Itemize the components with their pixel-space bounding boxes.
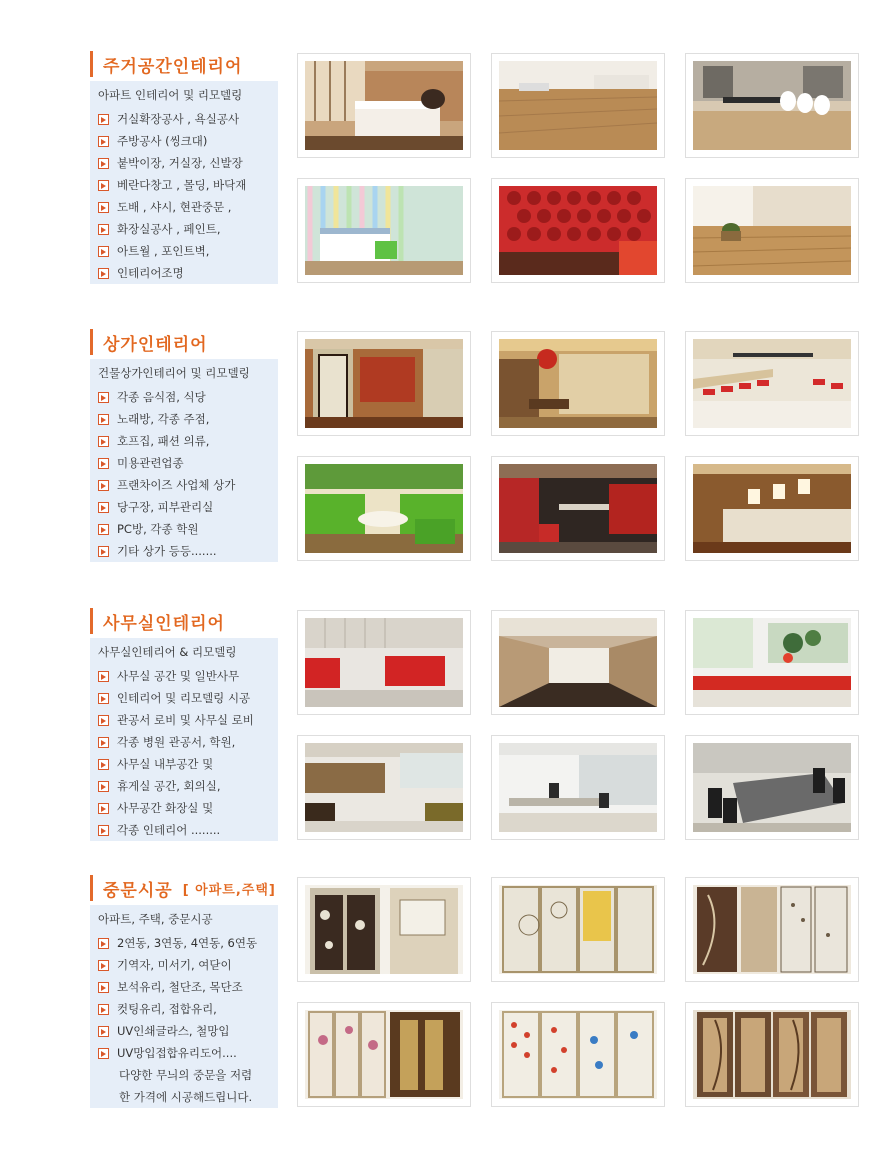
photo-thumbnail[interactable] (491, 610, 665, 715)
list-item: 휴게실 공간, 회의실, (98, 775, 254, 797)
arrow-bullet-icon (98, 960, 109, 971)
photo-thumbnail[interactable] (297, 178, 471, 283)
list-item: 각종 인테리어 ........ (98, 819, 254, 841)
service-list-panel (90, 638, 278, 841)
arrow-bullet-icon (98, 158, 109, 169)
photo-thumbnail[interactable] (297, 735, 471, 840)
list-item: UV인쇄글라스, 철망입 (98, 1020, 257, 1042)
list-item: 거실확장공사 , 욕실공사 (98, 108, 246, 130)
list-item: 사무공간 화장실 및 (98, 797, 254, 819)
panel-intro: 건물상가인테리어 및 리모델링 (98, 366, 250, 380)
service-list (98, 932, 257, 1108)
office-corridor-photo (499, 618, 657, 707)
arrow-bullet-icon (98, 825, 109, 836)
arrow-bullet-icon (98, 246, 109, 257)
service-list-panel (90, 905, 278, 1108)
wood-floor-living-photo (499, 61, 657, 150)
list-item: 기타 상가 등등....... (98, 540, 235, 562)
photo-thumbnail[interactable] (685, 331, 859, 436)
arrow-bullet-icon (98, 803, 109, 814)
list-item: PC방, 각종 학원 (98, 518, 235, 540)
red-lounge-photo (693, 618, 851, 707)
white-door-photo (305, 885, 463, 974)
reception-desk-photo (305, 743, 463, 832)
section-interior-doors (0, 875, 893, 1137)
red-chair-restaurant-photo (499, 464, 657, 553)
arrow-bullet-icon (98, 180, 109, 191)
list-item: 화장실공사 , 페인트, (98, 218, 246, 240)
arrow-bullet-icon (98, 671, 109, 682)
bedroom-photo (305, 61, 463, 150)
section-title: 상가인테리어 (90, 329, 208, 355)
kids-bedroom-photo (305, 186, 463, 275)
photo-thumbnail[interactable] (685, 456, 859, 561)
photo-thumbnail[interactable] (685, 877, 859, 982)
photo-thumbnail[interactable] (491, 331, 665, 436)
photo-thumbnail[interactable] (491, 1002, 665, 1107)
list-item: 주방공사 (씽크대) (98, 130, 246, 152)
section-title: 중문시공 [ 아파트,주택] (90, 875, 276, 901)
list-item: 베란다창고 , 몰딩, 바닥재 (98, 174, 246, 196)
list-item: 각종 음식점, 식당 (98, 386, 235, 408)
conference-room-photo (693, 743, 851, 832)
section-commercial (0, 329, 893, 591)
arrow-bullet-icon (98, 502, 109, 513)
arrow-bullet-icon (98, 480, 109, 491)
photo-thumbnail[interactable] (491, 456, 665, 561)
arrow-bullet-icon (98, 693, 109, 704)
list-item: 2연동, 3연동, 4연동, 6연동 (98, 932, 257, 954)
arrow-bullet-icon (98, 1004, 109, 1015)
arrow-bullet-icon (98, 1026, 109, 1037)
photo-thumbnail[interactable] (491, 877, 665, 982)
arrow-bullet-icon (98, 436, 109, 447)
arrow-bullet-icon (98, 414, 109, 425)
floral-door-photo (305, 1010, 463, 1099)
list-item: 보석유리, 철단조, 목단조 (98, 976, 257, 998)
list-item: 사무실 공간 및 일반사무 (98, 665, 254, 687)
arrow-bullet-icon (98, 546, 109, 557)
yellow-glass-door-photo (499, 885, 657, 974)
arrow-bullet-icon (98, 982, 109, 993)
panel-intro: 아파트, 주택, 중문시공 (98, 912, 213, 926)
arrow-bullet-icon (98, 224, 109, 235)
arrow-bullet-icon (98, 268, 109, 279)
list-item: 도배 , 샤시, 현관중문 , (98, 196, 246, 218)
service-list-panel (90, 81, 278, 284)
arrow-bullet-icon (98, 524, 109, 535)
photo-thumbnail[interactable] (491, 53, 665, 158)
photo-thumbnail[interactable] (297, 610, 471, 715)
red-sofa-lobby-photo (305, 618, 463, 707)
list-item: 인테리어조명 (98, 262, 246, 284)
service-list (98, 108, 246, 284)
photo-thumbnail[interactable] (685, 1002, 859, 1107)
list-item: 프랜차이즈 사업체 상가 (98, 474, 235, 496)
list-item: 관공서 로비 및 사무실 로비 (98, 709, 254, 731)
photo-thumbnail[interactable] (491, 178, 665, 283)
arrow-bullet-icon (98, 781, 109, 792)
list-continuation: 다양한 무늬의 중문을 저렴 (119, 1068, 253, 1082)
list-item: 사무실 내부공간 및 (98, 753, 254, 775)
arrow-bullet-icon (98, 1048, 109, 1059)
section-title: 사무실인테리어 (90, 608, 225, 634)
arrow-bullet-icon (98, 136, 109, 147)
arrow-bullet-icon (98, 392, 109, 403)
section-subtitle: [ 아파트,주택] (182, 882, 276, 898)
list-item: 아트월 , 포인트벽, (98, 240, 246, 262)
panel-intro: 사무실인테리어 & 리모델링 (98, 645, 237, 659)
list-item: UV망입접합유리도어.... (98, 1042, 257, 1064)
arrow-bullet-icon (98, 114, 109, 125)
photo-thumbnail[interactable] (685, 735, 859, 840)
list-item: 기역자, 미서기, 여닫이 (98, 954, 257, 976)
photo-thumbnail[interactable] (297, 53, 471, 158)
arrow-bullet-icon (98, 759, 109, 770)
panel-intro: 아파트 인테리어 및 리모델링 (98, 88, 243, 102)
wood-floor-photo (693, 186, 851, 275)
list-item: 호프집, 패션 의류, (98, 430, 235, 452)
arrow-bullet-icon (98, 737, 109, 748)
brown-glass-door-photo (693, 885, 851, 974)
section-residential (0, 51, 893, 313)
photo-thumbnail[interactable] (685, 178, 859, 283)
list-item: 미용관련업종 (98, 452, 235, 474)
arrow-bullet-icon (98, 938, 109, 949)
green-booth-photo (305, 464, 463, 553)
service-list (98, 665, 254, 841)
list-item: 당구장, 피부관리실 (98, 496, 235, 518)
dining-room-photo (693, 61, 851, 150)
list-item: 노래방, 각종 주점, (98, 408, 235, 430)
photo-thumbnail[interactable] (297, 456, 471, 561)
arrow-bullet-icon (98, 458, 109, 469)
photo-thumbnail[interactable] (297, 1002, 471, 1107)
photo-thumbnail[interactable] (685, 53, 859, 158)
photo-thumbnail[interactable] (297, 877, 471, 982)
chinese-restaurant-photo (499, 339, 657, 428)
list-item: 인테리어 및 리모델링 시공 (98, 687, 254, 709)
service-list (98, 386, 235, 562)
section-title: 주거공간인테리어 (90, 51, 242, 77)
pendant-lamp-restaurant-photo (693, 464, 851, 553)
list-item: 붙박이장, 거실장, 신발장 (98, 152, 246, 174)
bar-stools-photo (693, 339, 851, 428)
list-item: 컷팅유리, 접합유리, (98, 998, 257, 1020)
glass-door-shop-photo (305, 339, 463, 428)
arrow-bullet-icon (98, 715, 109, 726)
photo-thumbnail[interactable] (491, 735, 665, 840)
colorful-glass-door-photo (499, 1010, 657, 1099)
open-office-photo (499, 743, 657, 832)
red-wall-photo (499, 186, 657, 275)
list-item: 각종 병원 관공서, 학원, (98, 731, 254, 753)
photo-thumbnail[interactable] (685, 610, 859, 715)
wood-glass-door-photo (693, 1010, 851, 1099)
arrow-bullet-icon (98, 202, 109, 213)
photo-thumbnail[interactable] (297, 331, 471, 436)
section-office (0, 608, 893, 870)
service-list-panel (90, 359, 278, 562)
list-continuation: 한 가격에 시공해드립니다. (119, 1090, 253, 1104)
